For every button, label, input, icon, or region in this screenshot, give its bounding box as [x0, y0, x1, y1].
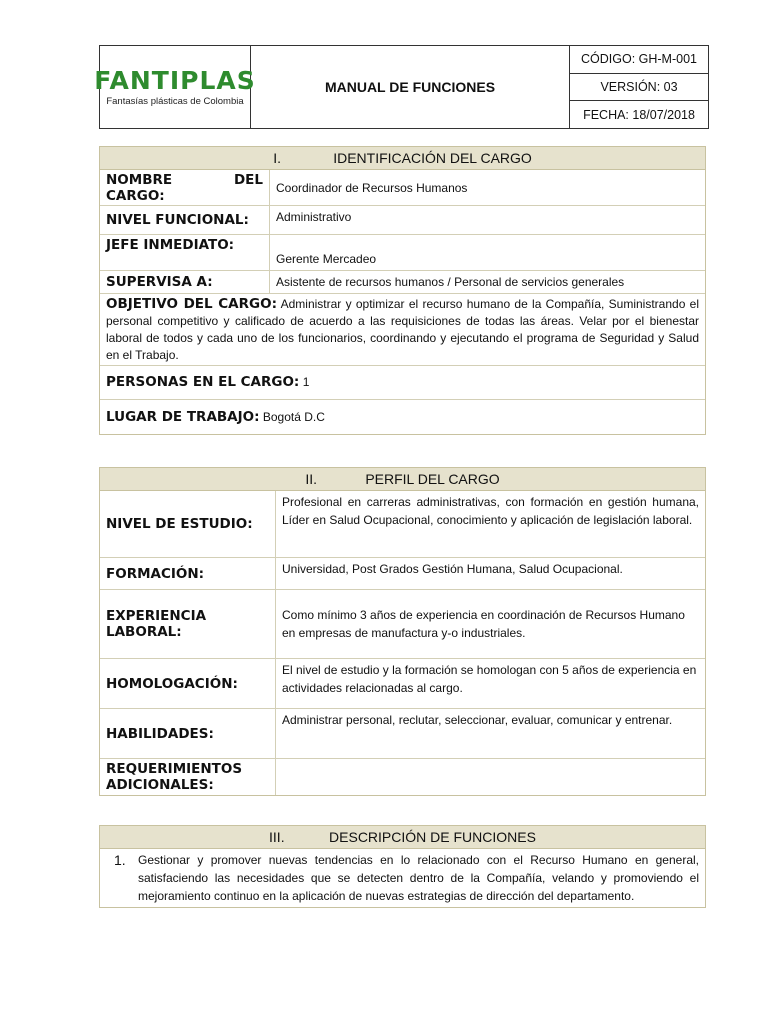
field-value: Administrar y optimizar el recurso humano de la Compañía, Suministrando el personal competitivo y calificado de acuerdo a las requisiciones de todas las áreas. Velar por el bienestar laboral de todos y cada uno de los funcionarios, coordinando y ejecutando el programa de Seguridad y Salud en el Trabajo.	[106, 297, 699, 362]
logo-tagline: Fantasías plásticas de Colombia	[106, 95, 244, 107]
field-label: NIVEL FUNCIONAL:	[100, 206, 270, 234]
row-nivel-funcional	[100, 206, 705, 235]
personas-text	[100, 372, 315, 393]
section-funciones	[99, 825, 706, 908]
field-label: SUPERVISA A:	[100, 271, 270, 293]
document-code: CÓDIGO: GH-M-001	[570, 46, 708, 74]
field-label: JEFE INMEDIATO:	[100, 235, 270, 270]
field-label: REQUERIMIENTOS ADICIONALES:	[100, 759, 276, 795]
field-value: Administrativo	[276, 210, 352, 224]
field-value	[276, 759, 705, 795]
section-number: II.	[305, 471, 317, 487]
field-value: Gerente Mercadeo	[276, 252, 377, 266]
section-title: IDENTIFICACIÓN DEL CARGO	[333, 150, 532, 166]
document-date: FECHA: 18/07/2018	[583, 107, 695, 122]
lugar-text	[100, 407, 331, 428]
field-value: Profesional en carreras administrativas, con formación en gestión humana, Líder en Salud Ocupacional, conocimiento y aplicación de legislación laboral.	[282, 495, 699, 527]
section-heading	[100, 826, 705, 849]
field-value: Asistente de recursos humanos / Personal de servicios generales	[276, 275, 625, 289]
field-value: Administrar personal, reclutar, seleccionar, evaluar, comunicar y entrenar.	[282, 713, 673, 727]
section-number: I.	[273, 150, 281, 166]
logo-wordmark: FANTIPLAS	[94, 65, 256, 95]
document-meta	[570, 46, 708, 128]
row-nivel-estudio	[100, 491, 705, 558]
section-number: III.	[269, 829, 285, 845]
field-value: Universidad, Post Grados Gestión Humana, Salud Ocupacional.	[282, 562, 623, 576]
field-value: El nivel de estudio y la formación se homologan con 5 años de experiencia en actividades relacionadas al cargo.	[282, 663, 697, 695]
list-item	[100, 849, 705, 907]
field-value: Coordinador de Recursos Humanos	[276, 180, 468, 195]
field-label: PERSONAS EN EL CARGO:	[106, 374, 300, 390]
company-logo	[94, 46, 256, 128]
row-jefe-inmediato	[100, 235, 705, 271]
objetivo-text	[100, 294, 705, 365]
row-experiencia	[100, 590, 705, 659]
row-objetivo	[100, 294, 705, 366]
document-version: VERSIÓN: 03	[570, 74, 708, 102]
field-label: FORMACIÓN:	[100, 558, 276, 589]
row-formacion	[100, 558, 705, 590]
row-supervisa	[100, 271, 705, 294]
section-identificacion	[99, 146, 706, 435]
field-value: Como mínimo 3 años de experiencia en coordinación de Recursos Humano en empresas de manufactura y-o industriales.	[282, 608, 685, 640]
document-title: MANUAL DE FUNCIONES	[251, 46, 570, 128]
section-title: DESCRIPCIÓN DE FUNCIONES	[329, 829, 536, 845]
field-label: NOMBRE DEL CARGO:	[100, 170, 270, 205]
row-personas	[100, 366, 705, 400]
field-label: LUGAR DE TRABAJO:	[106, 408, 260, 425]
list-text: Gestionar y promover nuevas tendencias en lo relacionado con el Recurso Humano en general, satisfaciendo las necesidades que se detecten dentro de la Compañía, velando y promoviendo el mejoramiento continuo en la aplicación de nuevas estrategias de dirección del departamento.	[138, 853, 699, 903]
section-perfil	[99, 467, 706, 796]
field-label: OBJETIVO DEL CARGO:	[106, 296, 277, 312]
row-lugar	[100, 400, 705, 434]
field-label: HOMOLOGACIÓN:	[100, 659, 276, 708]
section-title: PERFIL DEL CARGO	[365, 471, 500, 487]
field-label: HABILIDADES:	[100, 709, 276, 758]
document-header	[94, 45, 709, 129]
row-homologacion	[100, 659, 705, 709]
field-value: 1	[302, 375, 310, 389]
row-requerimientos	[100, 759, 705, 795]
field-value: Bogotá D.C	[262, 409, 325, 424]
row-habilidades	[100, 709, 705, 759]
row-nombre	[100, 170, 705, 206]
list-number: 1.	[114, 852, 126, 868]
section-heading	[100, 468, 705, 491]
field-label: EXPERIENCIA LABORAL:	[100, 590, 276, 658]
section-heading	[100, 147, 705, 170]
field-label: NIVEL DE ESTUDIO:	[100, 491, 276, 557]
